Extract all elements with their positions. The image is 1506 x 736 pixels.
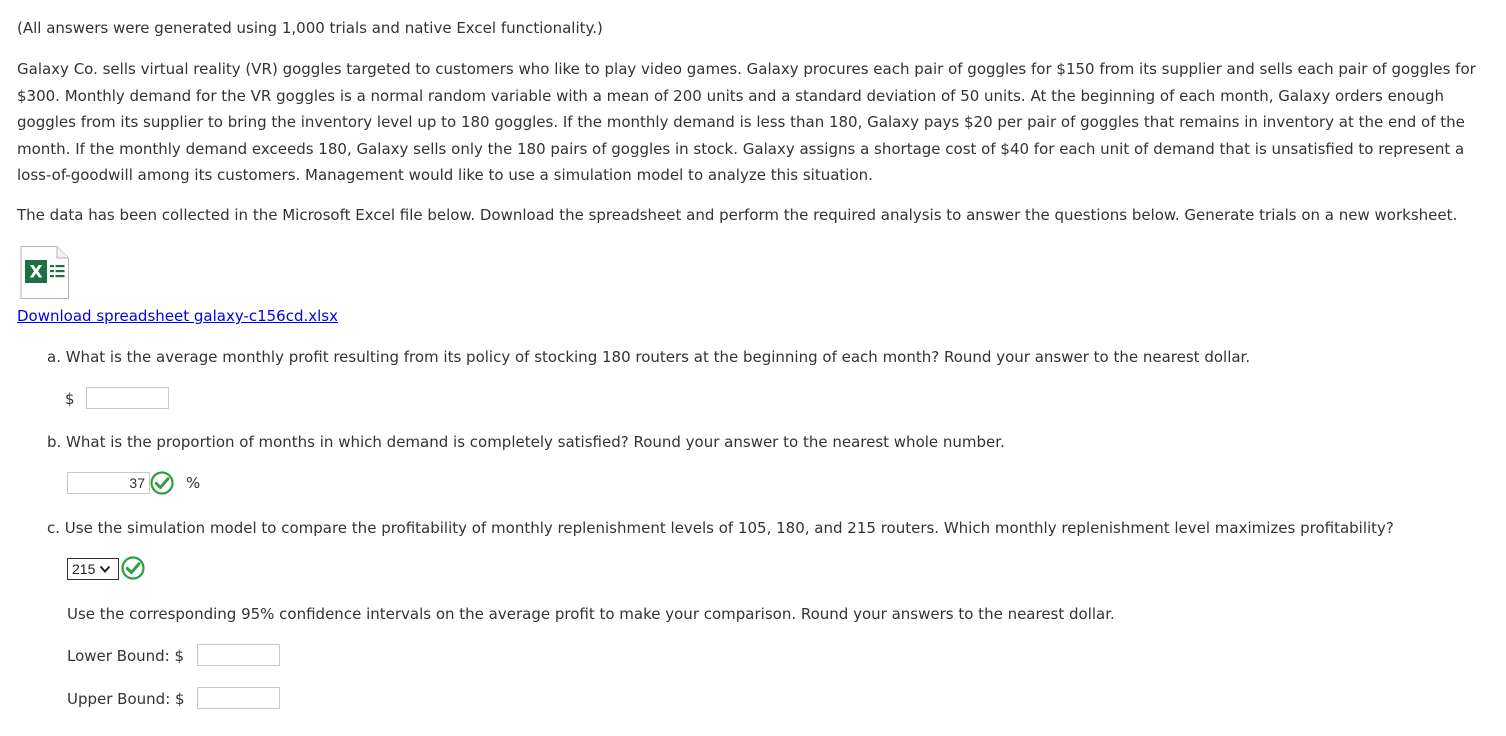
- upper-bound-input[interactable]: [197, 687, 280, 709]
- question-b-text: b. What is the proportion of months in which demand is completely satisfied? Round your answer to the nearest whole number.: [47, 433, 1005, 451]
- check-correct-icon: [150, 471, 174, 495]
- question-a-currency: $: [65, 390, 75, 408]
- chevron-down-icon: [99, 564, 111, 574]
- svg-text:X: X: [29, 262, 43, 283]
- replenishment-level-select[interactable]: [67, 558, 119, 580]
- upper-bound-label: Upper Bound: $: [67, 690, 185, 708]
- average-profit-input[interactable]: [86, 387, 169, 409]
- lower-bound-label: Lower Bound: $: [67, 647, 185, 665]
- question-a-text: a. What is the average monthly profit resulting from its policy of stocking 180 routers at the beginning of each month? Round your answer to the nearest dollar.: [47, 348, 1251, 366]
- replenishment-level-value: 215: [72, 561, 96, 577]
- check-correct-icon: [121, 556, 145, 580]
- excel-file-icon[interactable]: [19, 246, 69, 299]
- trials-note: (All answers were generated using 1,000 trials and native Excel functionality.): [17, 19, 603, 37]
- download-spreadsheet-link[interactable]: Download spreadsheet galaxy-c156cd.xlsx: [17, 307, 338, 325]
- satisfied-proportion-input[interactable]: [67, 472, 150, 494]
- question-c-text: c. Use the simulation model to compare the profitability of monthly replenishment levels of 105, 180, and 215 routers. Which monthly replenishment level maximizes profitability?: [47, 519, 1394, 537]
- confidence-interval-instructions: Use the corresponding 95% confidence intervals on the average profit to make your comparison. Round your answers to the nearest dollar.: [67, 605, 1115, 623]
- percent-unit: %: [186, 474, 201, 492]
- data-note: The data has been collected in the Microsoft Excel file below. Download the spreadsheet and perform the required analysis to answer the questions below. Generate trials on a new worksheet.: [17, 206, 1458, 224]
- problem-intro: Galaxy Co. sells virtual reality (VR) goggles targeted to customers who like to play video games. Galaxy procures each pair of goggles for $150 from its supplier and sells each pair of goggles for $300. Monthly demand for the VR goggles is a normal random variable with a mean of 200 units and a standard deviation of 50 units. At the beginning of each month, Galaxy orders enough goggles from its supplier to bring the inventory level up to 180 goggles. If the monthly demand is less than 180, Galaxy pays $20 per pair of goggles that remains in inventory at the end of the month. If the monthly demand exceeds 180, Galaxy sells only the 180 pairs of goggles in stock. Galaxy assigns a shortage cost of $40 for each unit of demand that is unsatisfied to represent a loss-of-goodwill among its customers. Management would like to use a simulation model to analyze this situation.: [17, 60, 1476, 184]
- lower-bound-input[interactable]: [197, 644, 280, 666]
